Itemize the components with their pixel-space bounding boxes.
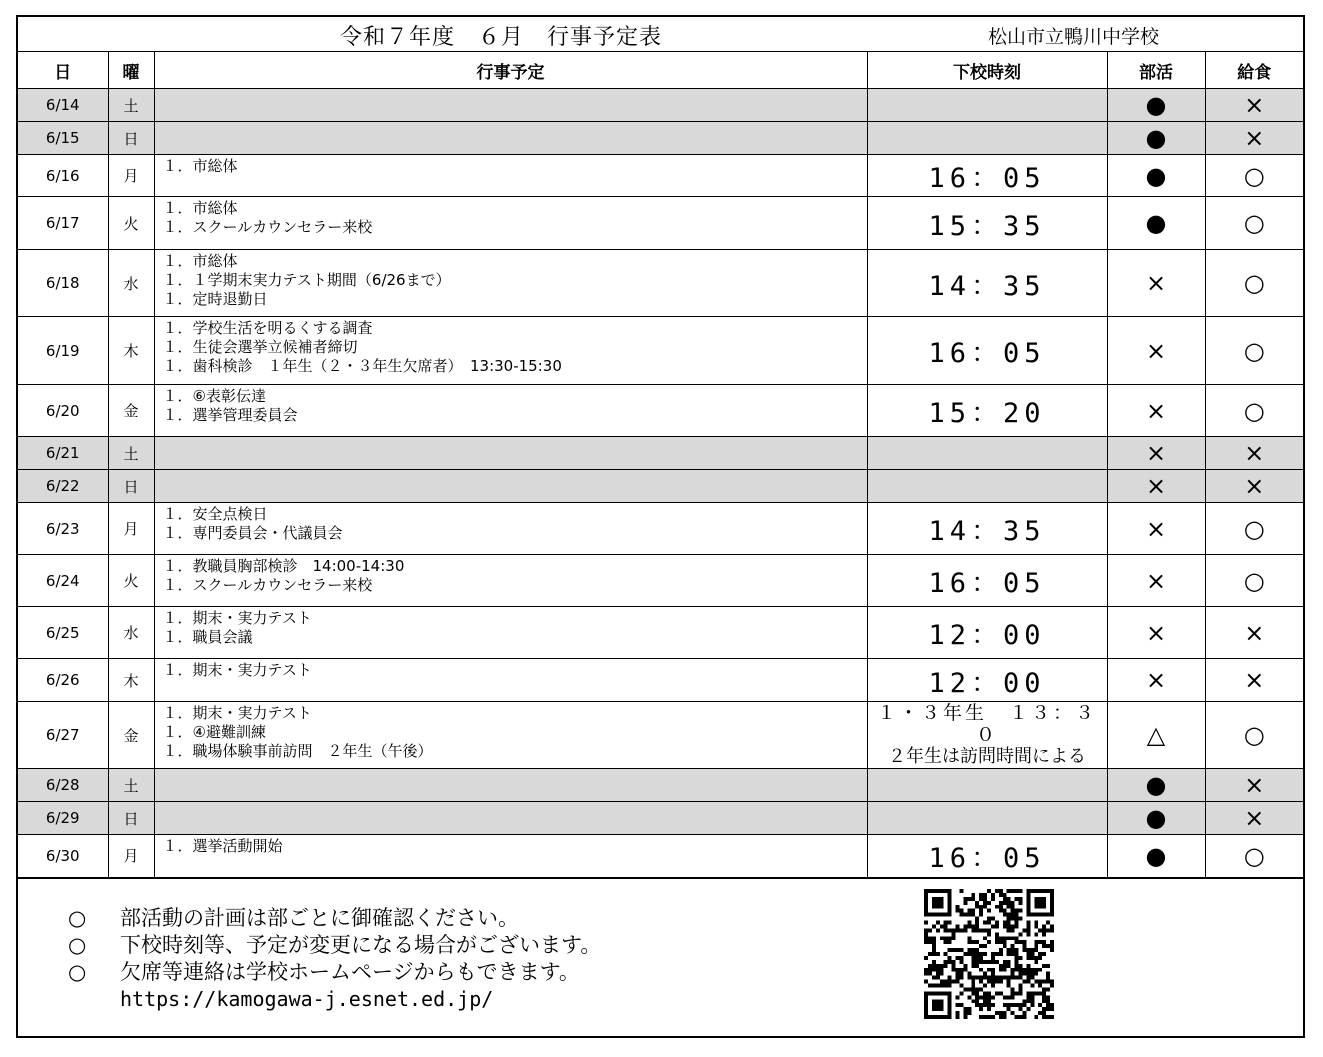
schedule-row — [18, 470, 1303, 503]
row-events — [154, 835, 867, 878]
event-item: １．定時退勤日 — [162, 290, 268, 308]
row-date: 6/22 — [18, 470, 108, 503]
event-item: １．期末・実力テスト — [162, 661, 312, 679]
row-dismissal-time: 12：00 — [867, 659, 1107, 702]
row-dismissal-time: 12：00 — [867, 607, 1107, 659]
row-weekday: 土 — [108, 769, 154, 802]
schedule-row — [18, 659, 1303, 702]
schedule-row — [18, 702, 1303, 769]
row-club-status: ● — [1107, 802, 1205, 835]
row-lunch-status: × — [1205, 802, 1303, 835]
row-club-status: ● — [1107, 769, 1205, 802]
row-lunch-status: × — [1205, 607, 1303, 659]
event-item: １．職員会議 — [162, 628, 253, 646]
row-lunch-status: ○ — [1205, 197, 1303, 250]
row-lunch-status: × — [1205, 89, 1303, 122]
row-date: 6/28 — [18, 769, 108, 802]
row-date: 6/14 — [18, 89, 108, 122]
row-club-status: × — [1107, 385, 1205, 437]
row-weekday: 水 — [108, 250, 154, 317]
row-weekday: 日 — [108, 802, 154, 835]
event-item: １．スクールカウンセラー来校 — [162, 218, 373, 236]
schedule-row — [18, 437, 1303, 470]
row-date: 6/29 — [18, 802, 108, 835]
schedule-row — [18, 607, 1303, 659]
row-weekday: 土 — [108, 437, 154, 470]
event-item: １．学校生活を明るくする調査 — [162, 319, 373, 337]
row-date: 6/15 — [18, 122, 108, 155]
notes-section — [68, 905, 601, 1013]
schedule-sheet — [16, 15, 1305, 1038]
row-events — [154, 197, 867, 250]
row-club-status: × — [1107, 317, 1205, 385]
event-item: １．期末・実力テスト — [162, 609, 312, 627]
schedule-row — [18, 802, 1303, 835]
row-club-status: ● — [1107, 835, 1205, 878]
row-club-status: × — [1107, 470, 1205, 503]
row-date: 6/23 — [18, 503, 108, 555]
row-dismissal-time — [867, 702, 1107, 769]
note-marker: ○ — [68, 906, 87, 930]
row-date: 6/24 — [18, 555, 108, 607]
note-text: 部活動の計画は部ごとに御確認ください。 — [120, 906, 519, 930]
row-weekday: 金 — [108, 702, 154, 769]
title-row — [18, 17, 1303, 52]
schedule-row — [18, 503, 1303, 555]
row-weekday: 月 — [108, 835, 154, 878]
row-dismissal-time: 16：05 — [867, 317, 1107, 385]
row-dismissal-time: 16：05 — [867, 835, 1107, 878]
schedule-row — [18, 250, 1303, 317]
row-club-status: △ — [1107, 702, 1205, 769]
schedule-row — [18, 89, 1303, 122]
schedule-row — [18, 769, 1303, 802]
row-club-status: × — [1107, 437, 1205, 470]
row-weekday: 水 — [108, 607, 154, 659]
row-events — [154, 802, 867, 835]
row-dismissal-time: 16：05 — [867, 555, 1107, 607]
row-lunch-status: × — [1205, 437, 1303, 470]
row-club-status: × — [1107, 659, 1205, 702]
event-item: １．教職員胸部検診 14:00-14:30 — [162, 557, 405, 575]
row-dismissal-time — [867, 470, 1107, 503]
row-club-status: ● — [1107, 155, 1205, 197]
row-events — [154, 503, 867, 555]
row-events — [154, 470, 867, 503]
row-weekday: 月 — [108, 503, 154, 555]
row-club-status: ● — [1107, 197, 1205, 250]
row-events — [154, 89, 867, 122]
event-item: １．１学期末実力テスト期間（6/26まで） — [162, 271, 451, 289]
column-header-row — [18, 52, 1303, 89]
note-marker: ○ — [68, 933, 87, 957]
dismissal-time-line: ２年生は訪問時間による — [888, 746, 1086, 767]
note-text: 欠席等連絡は学校ホームページからもできます。 — [120, 960, 580, 984]
event-item: １．選挙活動開始 — [162, 837, 283, 855]
schedule-row — [18, 197, 1303, 250]
row-lunch-status: ○ — [1205, 555, 1303, 607]
row-dismissal-time: 14：35 — [867, 503, 1107, 555]
event-item: １．市総体 — [162, 199, 238, 217]
row-dismissal-time: 15：35 — [867, 197, 1107, 250]
row-date: 6/25 — [18, 607, 108, 659]
row-events — [154, 607, 867, 659]
schedule-table — [18, 17, 1303, 879]
row-dismissal-time: 14：35 — [867, 250, 1107, 317]
note-text: 下校時刻等、予定が変更になる場合がございます。 — [120, 933, 602, 957]
row-weekday: 木 — [108, 659, 154, 702]
row-club-status: ● — [1107, 122, 1205, 155]
column-header-date: 日 — [18, 52, 108, 89]
row-club-status: × — [1107, 503, 1205, 555]
row-weekday: 日 — [108, 470, 154, 503]
row-date: 6/17 — [18, 197, 108, 250]
event-item: １．歯科検診 １年生（２・３年生欠席者） 13:30-15:30 — [162, 357, 562, 375]
row-events — [154, 769, 867, 802]
row-weekday: 土 — [108, 89, 154, 122]
row-date: 6/21 — [18, 437, 108, 470]
row-events — [154, 702, 867, 769]
row-dismissal-time — [867, 89, 1107, 122]
schedule-row — [18, 555, 1303, 607]
note-item — [68, 932, 601, 959]
event-item: １．⑥表彰伝達 — [162, 387, 266, 405]
event-item: １．期末・実力テスト — [162, 704, 312, 722]
row-date: 6/20 — [18, 385, 108, 437]
row-club-status: × — [1107, 607, 1205, 659]
row-dismissal-time — [867, 769, 1107, 802]
row-lunch-status: ○ — [1205, 835, 1303, 878]
row-weekday: 火 — [108, 555, 154, 607]
row-weekday: 月 — [108, 155, 154, 197]
row-date: 6/27 — [18, 702, 108, 769]
row-date: 6/16 — [18, 155, 108, 197]
event-item: １．市総体 — [162, 157, 238, 175]
column-header-weekday: 曜 — [108, 52, 154, 89]
row-lunch-status: × — [1205, 769, 1303, 802]
row-lunch-status: × — [1205, 470, 1303, 503]
event-item: １．④避難訓練 — [162, 723, 266, 741]
row-weekday: 木 — [108, 317, 154, 385]
schedule-row — [18, 385, 1303, 437]
dismissal-time-line: １・３年生 １３：３０ — [876, 702, 1097, 746]
row-lunch-status: ○ — [1205, 702, 1303, 769]
row-events — [154, 122, 867, 155]
column-header-club: 部活 — [1107, 52, 1205, 89]
row-events — [154, 437, 867, 470]
note-item — [68, 905, 601, 932]
row-date: 6/26 — [18, 659, 108, 702]
row-events — [154, 659, 867, 702]
row-dismissal-time: 16：05 — [867, 155, 1107, 197]
row-events — [154, 155, 867, 197]
row-date: 6/18 — [18, 250, 108, 317]
row-lunch-status: ○ — [1205, 503, 1303, 555]
row-events — [154, 555, 867, 607]
schedule-row — [18, 317, 1303, 385]
row-events — [154, 385, 867, 437]
event-item: １．選挙管理委員会 — [162, 406, 298, 424]
row-dismissal-time — [867, 122, 1107, 155]
row-lunch-status: ○ — [1205, 317, 1303, 385]
row-date: 6/30 — [18, 835, 108, 878]
row-dismissal-time — [867, 437, 1107, 470]
column-header-events: 行事予定 — [154, 52, 867, 89]
row-lunch-status: × — [1205, 659, 1303, 702]
event-item: １．生徒会選挙立候補者締切 — [162, 338, 358, 356]
column-header-lunch: 給食 — [1205, 52, 1303, 89]
event-item: １．スクールカウンセラー来校 — [162, 576, 373, 594]
row-dismissal-time — [867, 802, 1107, 835]
event-item: １．専門委員会・代議員会 — [162, 524, 343, 542]
row-weekday: 日 — [108, 122, 154, 155]
row-date: 6/19 — [18, 317, 108, 385]
row-weekday: 火 — [108, 197, 154, 250]
row-club-status: × — [1107, 555, 1205, 607]
column-header-dismissal: 下校時刻 — [867, 52, 1107, 89]
schedule-row — [18, 122, 1303, 155]
qr-code-icon[interactable] — [924, 886, 1054, 1022]
note-item — [68, 959, 601, 986]
row-events — [154, 317, 867, 385]
row-lunch-status: ○ — [1205, 250, 1303, 317]
row-lunch-status: × — [1205, 122, 1303, 155]
row-dismissal-time: 15：20 — [867, 385, 1107, 437]
page-title: 令和７年度 ６月 行事予定表 — [340, 25, 663, 50]
row-lunch-status: ○ — [1205, 155, 1303, 197]
row-lunch-status: ○ — [1205, 385, 1303, 437]
school-homepage-link[interactable]: https://kamogawa-j.esnet.ed.jp/ — [120, 987, 494, 1011]
event-item: １．安全点検日 — [162, 505, 268, 523]
school-name: 松山市立鴨川中学校 — [988, 26, 1160, 48]
row-weekday: 金 — [108, 385, 154, 437]
row-events — [154, 250, 867, 317]
note-marker: ○ — [68, 960, 87, 984]
schedule-row — [18, 835, 1303, 878]
event-item: １．市総体 — [162, 252, 238, 270]
event-item: １．職場体験事前訪問 ２年生（午後） — [162, 742, 433, 760]
schedule-row — [18, 155, 1303, 197]
row-club-status: × — [1107, 250, 1205, 317]
row-club-status: ● — [1107, 89, 1205, 122]
